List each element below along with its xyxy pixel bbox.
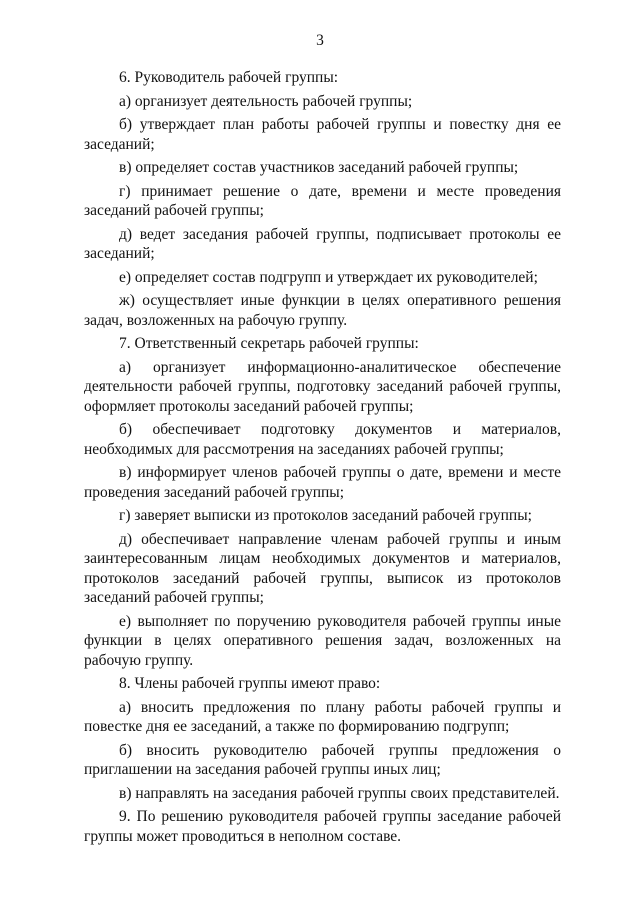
page-number: 3 (316, 32, 324, 49)
paragraph-6-heading: 6. Руководитель рабочей группы: (119, 69, 339, 86)
paragraph-7b: б) обеспечивает подготовку документов и материалов, необходимых для рассмотрения на заседаниях рабочей группы; (84, 421, 561, 458)
paragraph-6d: д) ведет заседания рабочей группы, подписывает протоколы ее заседаний; (84, 225, 561, 262)
paragraph-8b: б) вносить руководителю рабочей группы предложения о приглашении на заседания рабочей группы иных лиц; (84, 741, 561, 778)
paragraph-8-heading: 8. Члены рабочей группы имеют право: (119, 675, 381, 692)
document-body (84, 68, 561, 850)
paragraph-8v: в) направлять на заседания рабочей группы своих представителей. (119, 784, 560, 802)
paragraph-6b: б) утверждает план работы рабочей группы и повестку дня ее заседаний; (84, 116, 561, 153)
paragraph-7v: в) информирует членов рабочей группы о дате, времени и месте проведения заседаний рабочей группы; (84, 464, 561, 501)
paragraph-6g: г) принимает решение о дате, времени и месте проведения заседаний рабочей группы; (84, 182, 561, 219)
paragraph-9: 9. По решению руководителя рабочей группы заседание рабочей группы может проводиться в неполном составе. (84, 808, 561, 845)
paragraph-7e: е) выполняет по поручению руководителя рабочей группы иные функции в целях оперативного решения задач, возложенных на рабочую группу. (84, 612, 561, 669)
paragraph-7g: г) заверяет выписки из протоколов заседаний рабочей группы; (119, 507, 532, 524)
paragraph-6zh: ж) осуществляет иные функции в целях оперативного решения задач, возложенных на рабочую группу. (84, 292, 561, 329)
paragraph-6e: е) определяет состав подгрупп и утверждает их руководителей; (119, 268, 538, 286)
paragraph-6a: а) организует деятельность рабочей группы; (119, 92, 413, 110)
paragraph-8a: а) вносить предложения по плану работы рабочей группы и повестке дня ее заседаний, а также по формированию подгрупп; (84, 698, 561, 735)
paragraph-6v: в) определяет состав участников заседаний рабочей группы; (119, 159, 519, 176)
paragraph-7a: а) организует информационно-аналитическое обеспечение деятельности рабочей группы, подготовку заседаний рабочей группы, оформляет протоколы заседаний рабочей группы; (84, 358, 561, 415)
paragraph-7d: д) обеспечивает направление членам рабочей группы и иным заинтересованным лицам необходимых документов и материалов, протоколов заседаний рабочей группы, выписок из протоколов заседаний рабочей группы; (84, 530, 561, 606)
paragraph-7-heading: 7. Ответственный секретарь рабочей группы: (119, 335, 419, 352)
